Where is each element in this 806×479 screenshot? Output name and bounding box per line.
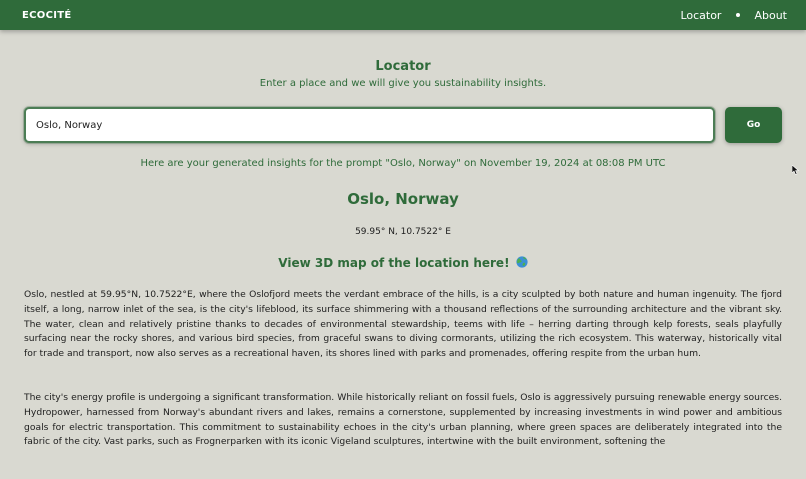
nav-link-locator[interactable]: Locator <box>680 8 722 22</box>
insight-paragraph-1: Oslo, nestled at 59.95°N, 10.7522°E, where the Oslofjord meets the verdant embrace of the hills, is a city sculpted by both nature and human ingenuity. The fjord itself, a long, narrow inlet of the sea, is the city's lifeblood, its surface shimmering with a thousand reflections of the surrounding architecture and the vibrant sky. The water, clean and relatively pristine thanks to decades of environmental stewardship, teems with life – herring darting through kelp forests, seals playfully surfacing near the rocky shores, and various bird species, from graceful swans to diving cormorants, utilizing the rich ecosystem. This waterway, historically vital for trade and transport, now also serves as a recreational haven, its shores lined with parks and promenades, offering respite from the urban hum. <box>24 289 782 360</box>
coordinates-text: 59.95° N, 10.7522° E <box>355 227 451 237</box>
navbar <box>0 0 806 30</box>
page-subtitle: Enter a place and we will give you sustainability insights. <box>259 78 547 89</box>
go-button[interactable]: Go <box>725 107 782 143</box>
brand-logo[interactable]: ECOCITÉ <box>22 9 72 21</box>
view-3d-map-link[interactable] <box>0 256 806 270</box>
page-title: Locator <box>375 59 431 74</box>
map-link-label: View 3D map of the location here! <box>278 256 510 270</box>
globe-icon <box>516 256 528 268</box>
location-search-input[interactable] <box>24 107 715 143</box>
location-title: Oslo, Norway <box>347 190 459 208</box>
nav-separator-dot <box>736 13 740 17</box>
nav-link-about[interactable]: About <box>754 8 787 22</box>
nav-links <box>680 9 787 22</box>
insights-caption: Here are your generated insights for the prompt "Oslo, Norway" on November 19, 2024 at 08:08 PM UTC <box>140 158 666 169</box>
insight-paragraph-2: The city's energy profile is undergoing a significant transformation. While historically reliant on fossil fuels, Oslo is aggressively pursuing renewable energy sources. Hydropower, harnessed from Norway's abundant rivers and lakes, remains a cornerstone, supplemented by increasing investments in wind power and ambitious goals for electric transportation. This commitment to sustainability echoes in the city's urban planning, where green spaces are deliberately integrated into the fabric of the city. Vast parks, such as Frognerparken with its iconic Vigeland sculptures, intertwine with the built environment, softening the <box>24 392 782 448</box>
